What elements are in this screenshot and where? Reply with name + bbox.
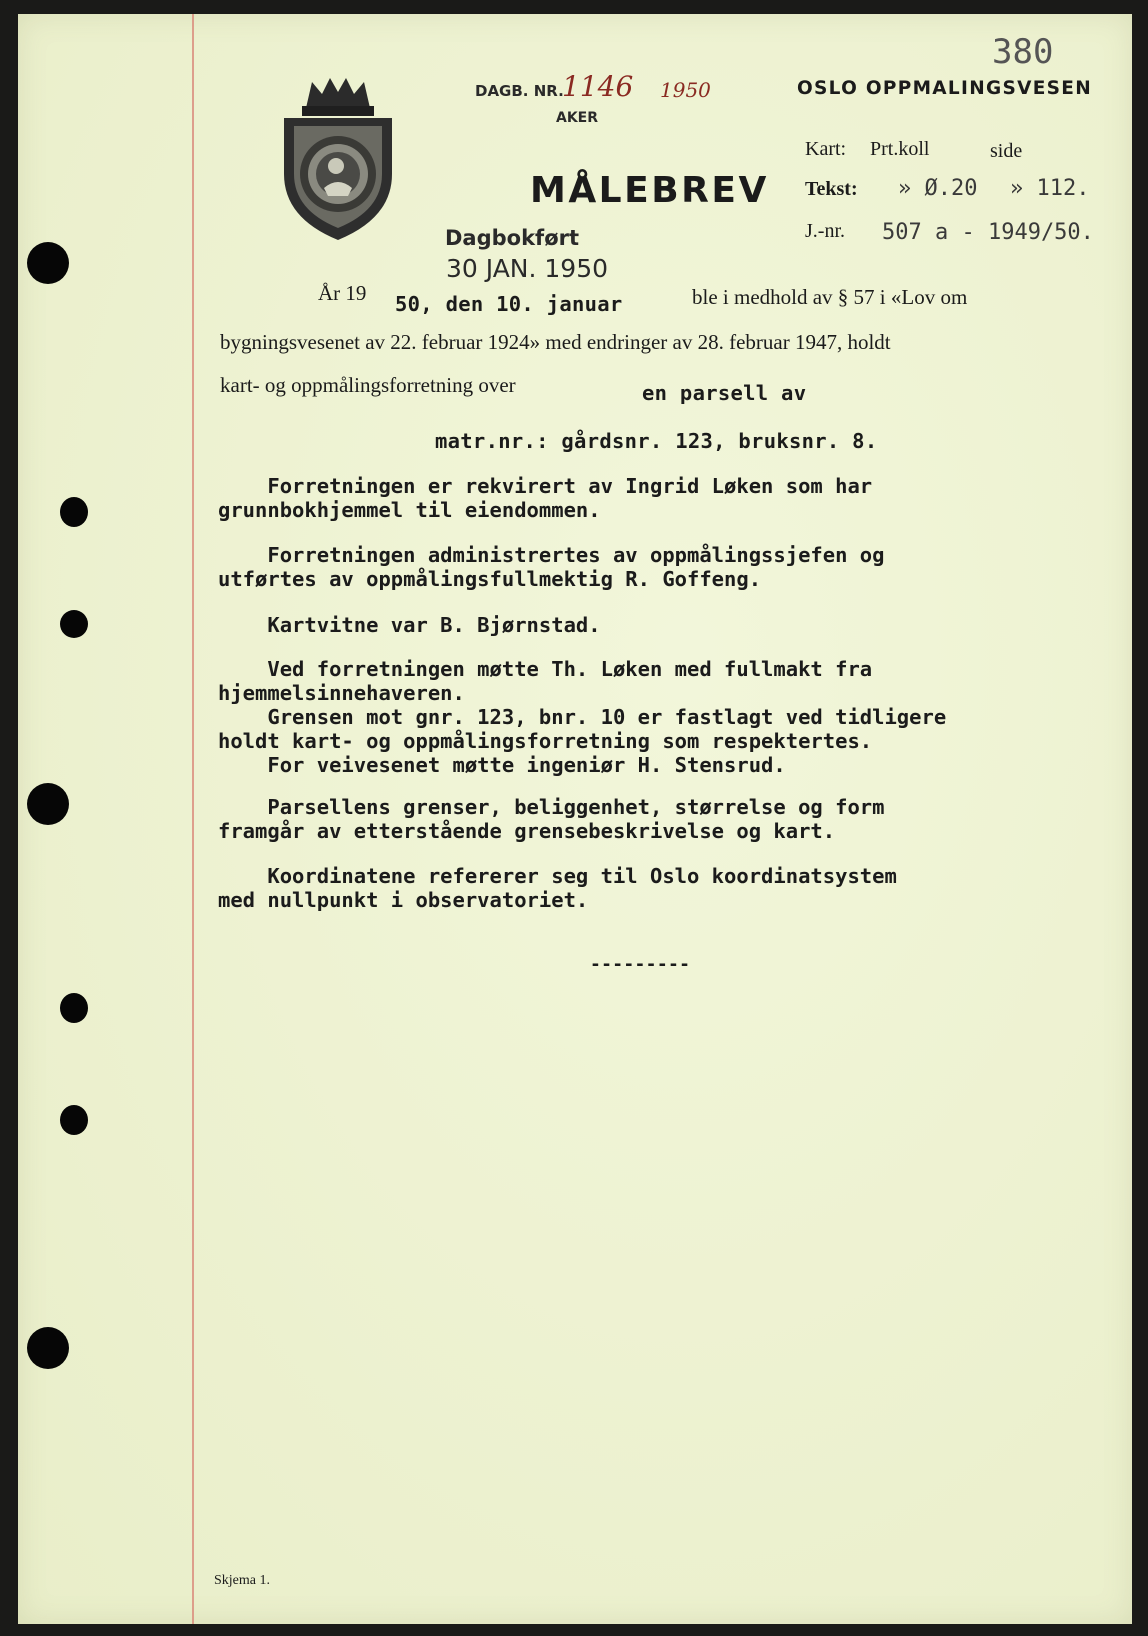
paragraph-administrasjon: Forretningen administrertes av oppmålingssjefen og utførtes av oppmålingsfullmektig R. Goffeng. [218,543,885,591]
paragraph-kartvitne: Kartvitne var B. Bjørnstad. [218,613,601,637]
paragraph-grenser: Parsellens grenser, beliggenhet, størrelse og form framgår av etterstående grensebeskrivelse og kart. [218,795,885,843]
binder-hole [27,1327,69,1369]
jnr-value: 507 a - 1949/50. [882,220,1094,245]
closing-divider: --------- [590,954,691,975]
dagbokfort-date: 30 JAN. 1950 [446,254,609,283]
page-title: MÅLEBREV [530,170,769,211]
binder-hole [27,242,69,284]
dagb-number: 1146 [562,70,634,103]
margin-line [192,14,194,1624]
office-name: OSLO OPPMALINGSVESEN [797,78,1092,99]
tekst-label: Tekst: [805,178,858,200]
side-label: side [990,140,1023,162]
kart-label: Kart: [805,138,847,160]
line1-rest: ble i medhold av § 57 i «Lov om [692,285,968,309]
paragraph-koordinater: Koordinatene refererer seg til Oslo koordinatsystem med nullpunkt i observatoriet. [218,864,897,912]
matr-line: matr.nr.: gårdsnr. 123, bruksnr. 8. [435,429,878,453]
jnr-label: J.-nr. [805,220,845,242]
binder-hole [27,783,69,825]
dagb-year: 1950 [660,78,711,102]
ar-prefix: År 19 [318,281,367,305]
binder-hole [60,497,88,527]
binder-hole [60,1105,88,1135]
dagb-label: DAGB. NR. [475,82,564,100]
tekst-value-1: » Ø.20 [898,176,978,201]
line2: bygningsvesenet av 22. februar 1924» med endringer av 28. februar 1947, holdt [220,330,891,354]
paragraph-fremmote: Ved forretningen møtte Th. Løken med fullmakt fra hjemmelsinnehaveren. Grensen mot gnr. 123, bnr. 10 er fastlagt ved tidligere holdt kart- og oppmålingsforretning som respektertes. For veivesenet møtte ingeniør H. Stensrud. [218,657,947,777]
binder-hole [60,993,88,1023]
page-number: 380 [992,32,1054,72]
dagbokfort-label: Dagbokført [445,226,580,250]
line3-typed: en parsell av [642,381,807,405]
oslo-coat-of-arms-seal [276,78,400,242]
binder-hole [60,610,88,638]
line3-prefix: kart- og oppmålingsforretning over [220,373,516,397]
paragraph-rekvirent: Forretningen er rekvirert av Ingrid Løken som har grunnbokhjemmel til eiendommen. [218,474,873,522]
form-label: Skjema 1. [214,1573,270,1588]
aker-label: AKER [556,110,599,126]
ar-typed: 50, den 10. januar [395,292,623,316]
prtkoll-label: Prt.koll [870,138,930,160]
tekst-value-2: » 112. [1010,176,1090,201]
